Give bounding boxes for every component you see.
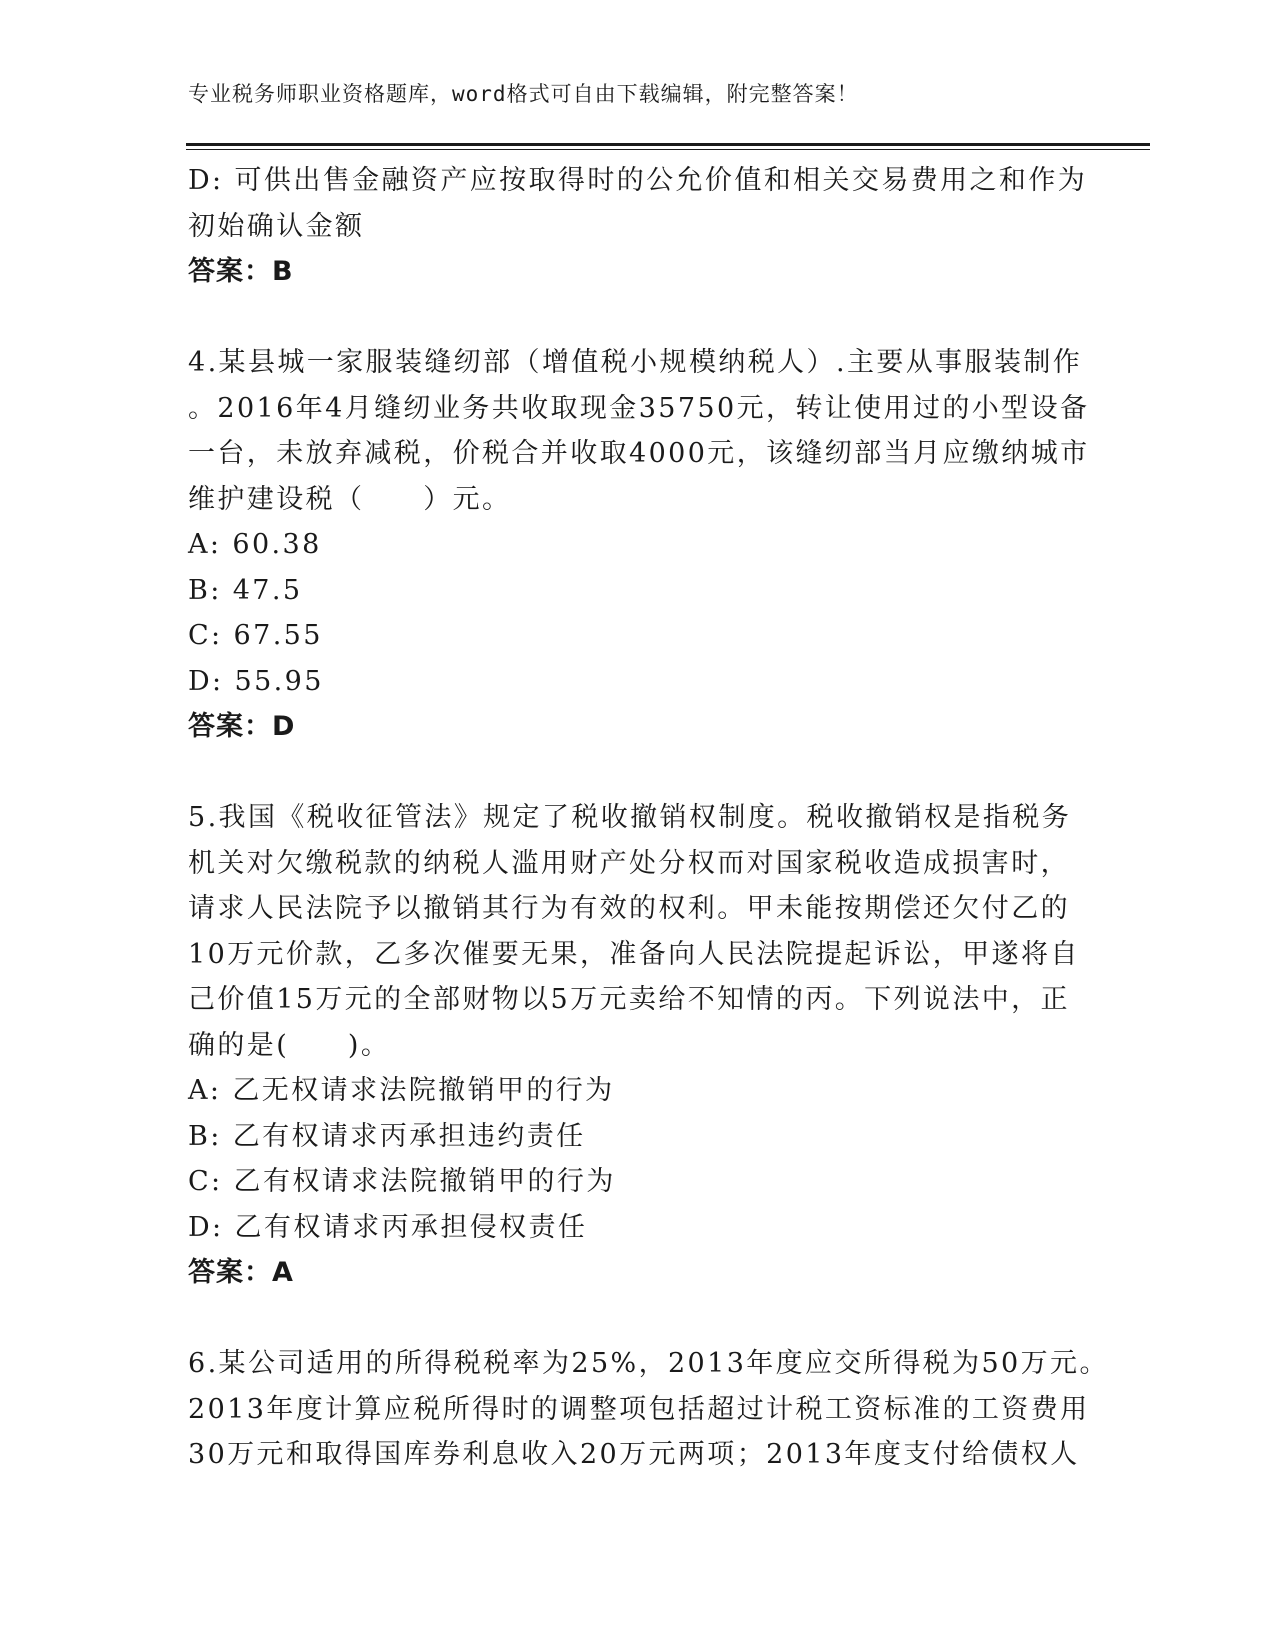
spacer — [188, 295, 1088, 341]
question-stem-line: 6.某公司适用的所得税税率为25%，2013年度应交所得税为50万元。 — [188, 1348, 1109, 1379]
option-a: A: 60.38 — [188, 529, 322, 560]
question-5 — [188, 795, 1088, 1296]
question-stem-line: 机关对欠缴税款的纳税人滥用财产处分权而对国家税收造成损害时， — [188, 847, 1070, 879]
question-stem-line: 维护建设税（ ）元。 — [188, 483, 512, 515]
question-3-tail — [188, 158, 1088, 295]
spacer — [188, 750, 1088, 796]
question-stem-line: 一台，未放弃减税，价税合并收取4000元，该缝纫部当月应缴纳城市 — [188, 438, 1090, 469]
document-body — [188, 158, 1109, 1478]
question-stem-line: 10万元价款，乙多次催要无果，准备向人民法院提起诉讼，甲遂将自 — [188, 938, 1080, 970]
option-b: B: 乙有权请求丙承担违约责任 — [188, 1120, 586, 1152]
option-d: D: 55.95 — [188, 665, 324, 697]
question-4 — [188, 340, 1088, 750]
page-header: 专业税务师职业资格题库，word格式可自由下载编辑，附完整答案！ — [188, 82, 859, 106]
question-stem-line: 2013年度计算应税所得时的调整项包括超过计税工资标准的工资费用 — [188, 1393, 1090, 1425]
option-d: D: 可供出售金融资产应按取得时的公允价值和相关交易费用之和作为 — [188, 165, 1088, 196]
answer-line: 答案：B — [188, 256, 294, 287]
option-d-continuation: 初始确认金额 — [188, 210, 365, 242]
question-stem-line: 5.我国《税收征管法》规定了税收撤销权制度。税收撤销权是指税务 — [188, 802, 1072, 833]
question-stem-line: 4.某县城一家服装缝纫部（增值税小规模纳税人）.主要从事服装制作 — [188, 347, 1083, 378]
answer-line: 答案：A — [188, 1257, 294, 1288]
header-rule-thin — [186, 149, 1150, 150]
spacer — [188, 1296, 1088, 1342]
header-rule-thick — [186, 143, 1150, 146]
option-d: D: 乙有权请求丙承担侵权责任 — [188, 1211, 588, 1243]
answer-line: 答案：D — [188, 711, 296, 742]
option-b: B: 47.5 — [188, 574, 303, 606]
question-stem-line: 。2016年4月缝纫业务共收取现金35750元，转让使用过的小型设备 — [188, 392, 1090, 424]
question-stem-line: 30万元和取得国库券利息收入20万元两项；2013年度支付给债权人 — [188, 1439, 1080, 1470]
option-c: C: 67.55 — [188, 620, 323, 651]
question-6 — [188, 1341, 1109, 1478]
question-stem-line: 确的是( )。 — [188, 1029, 391, 1061]
question-stem-line: 请求人民法院予以撤销其行为有效的权利。甲未能按期偿还欠付乙的 — [188, 893, 1070, 924]
option-a: A: 乙无权请求法院撤销甲的行为 — [188, 1075, 615, 1106]
question-stem-line: 己价值15万元的全部财物以5万元卖给不知情的丙。下列说法中，正 — [188, 984, 1070, 1015]
option-c: C: 乙有权请求法院撤销甲的行为 — [188, 1166, 616, 1197]
